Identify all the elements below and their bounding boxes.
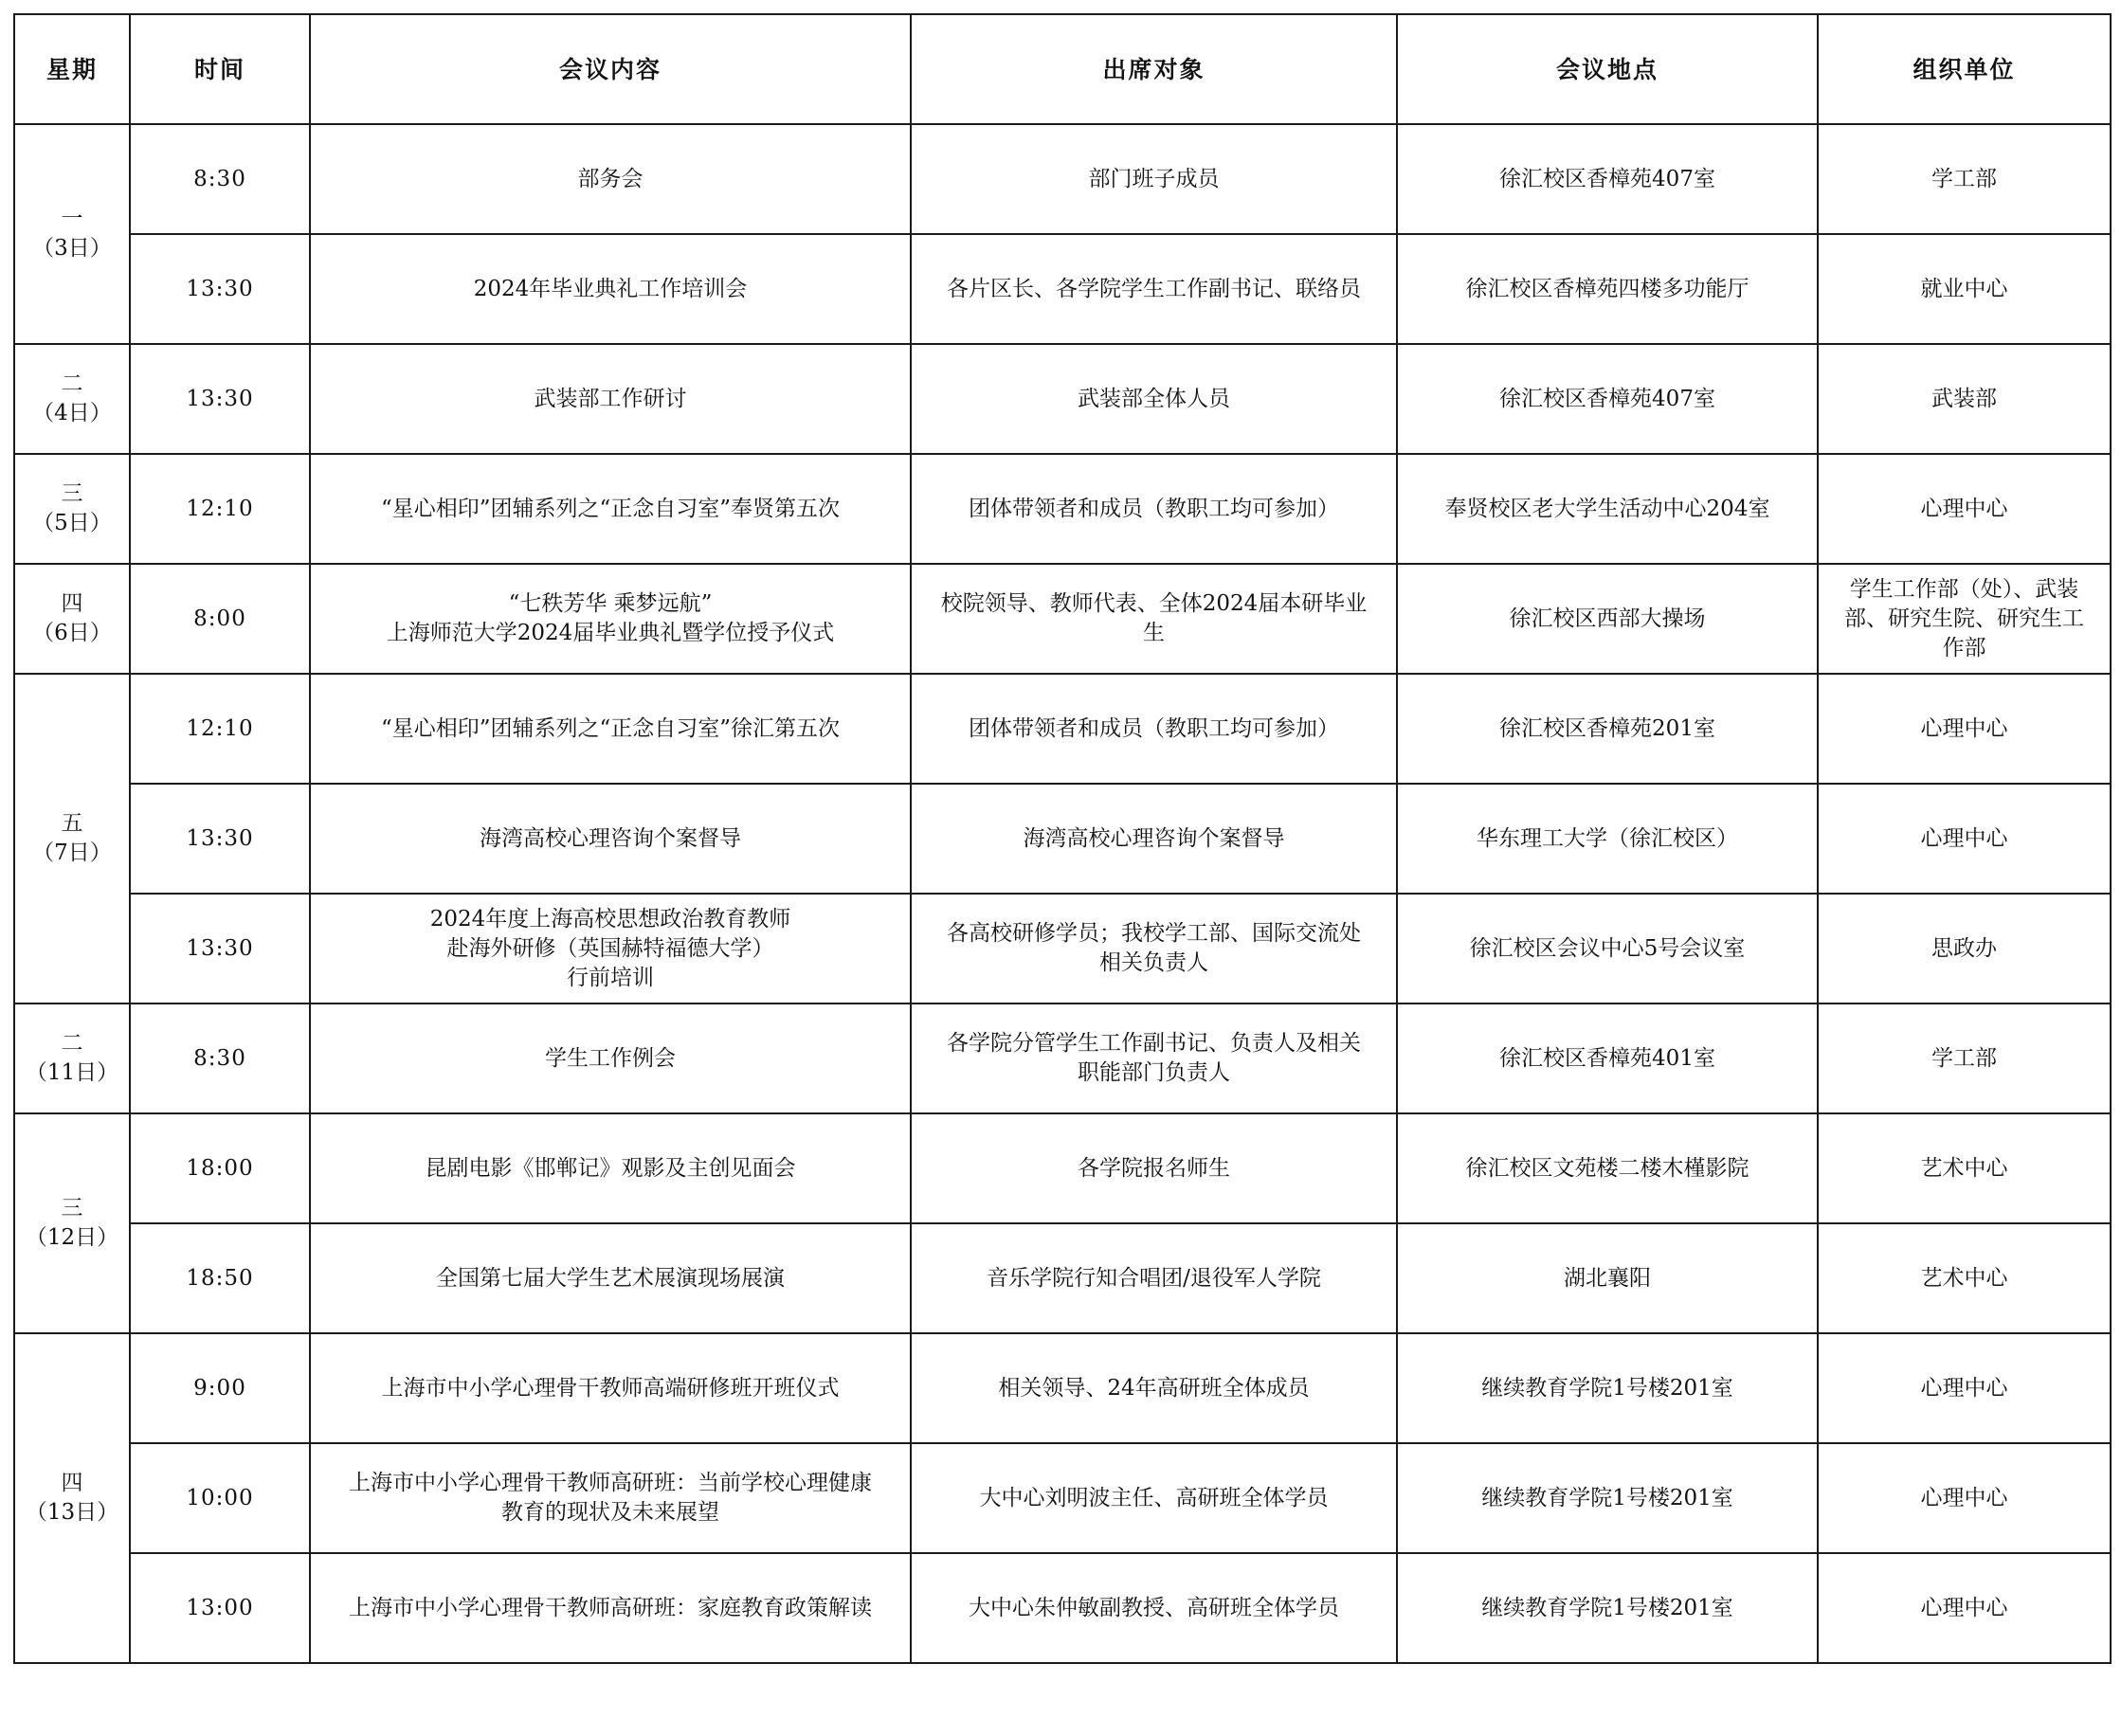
meeting-content-cell <box>310 1553 911 1663</box>
organizer-line: 就业中心 <box>1920 276 2008 301</box>
organizer-line: 部、研究生院、研究生工 <box>1844 606 2084 631</box>
organizer-line: 艺术中心 <box>1920 1155 2008 1181</box>
location-cell: 继续教育学院1号楼201室 <box>1397 1333 1818 1443</box>
location-cell: 湖北襄阳 <box>1397 1223 1818 1333</box>
location-cell: 徐汇校区香樟苑四楼多功能厅 <box>1397 234 1818 344</box>
header-time: 时间 <box>130 14 310 124</box>
header-location: 会议地点 <box>1397 14 1818 124</box>
meeting-content-cell <box>310 124 911 234</box>
location-cell: 徐汇校区会议中心5号会议室 <box>1397 894 1818 1004</box>
meeting-content-cell <box>310 1223 911 1333</box>
attendees-cell <box>911 344 1397 454</box>
attendees-cell <box>911 1553 1397 1663</box>
organizer-cell <box>1818 1333 2111 1443</box>
weekday-cell <box>14 344 130 454</box>
header-content: 会议内容 <box>310 14 911 124</box>
meeting-content-line: 上海市中小学心理骨干教师高研班：家庭教育政策解读 <box>349 1595 872 1620</box>
meeting-content-line: 上海市中小学心理骨干教师高端研修班开班仪式 <box>381 1375 840 1401</box>
organizer-cell <box>1818 784 2111 894</box>
location-cell: 徐汇校区香樟苑401室 <box>1397 1004 1818 1113</box>
table-row <box>14 344 2111 454</box>
organizer-line: 作部 <box>1942 635 1986 660</box>
weekday-date: （13日） <box>25 1500 119 1525</box>
header-attendees: 出席对象 <box>911 14 1397 124</box>
time-cell: 8:30 <box>130 1004 310 1113</box>
table-row <box>14 1223 2111 1333</box>
meeting-content-cell <box>310 1113 911 1223</box>
organizer-line: 学生工作部（处）、武装 <box>1849 576 2079 602</box>
table-row <box>14 674 2111 784</box>
meeting-content-cell <box>310 454 911 564</box>
location-cell: 徐汇校区文苑楼二楼木槿影院 <box>1397 1113 1818 1223</box>
weekday-label: 二 <box>61 371 83 396</box>
organizer-cell <box>1818 344 2111 454</box>
meeting-content-line: “七秩芳华 乘梦远航” <box>508 591 713 616</box>
attendees-line: 各学院分管学生工作副书记、负责人及相关 <box>947 1031 1361 1056</box>
attendees-line: 武装部全体人员 <box>1078 386 1230 411</box>
attendees-cell <box>911 674 1397 784</box>
weekday-cell <box>14 454 130 564</box>
attendees-line: 大中心刘明波主任、高研班全体学员 <box>979 1485 1329 1510</box>
table-row <box>14 1004 2111 1113</box>
table-row <box>14 894 2111 1004</box>
attendees-line: 校院领导、教师代表、全体2024届本研毕业 <box>940 591 1368 616</box>
attendees-line: 团体带领者和成员（教职工均可参加） <box>969 715 1339 741</box>
attendees-cell <box>911 784 1397 894</box>
organizer-line: 武装部 <box>1931 386 1997 411</box>
header-weekday: 星期 <box>14 14 130 124</box>
meeting-content-line: “星心相印”团辅系列之“正念自习室”徐汇第五次 <box>380 715 841 741</box>
meeting-content-cell <box>310 894 911 1004</box>
meeting-content-line: 2024年度上海高校思想政治教育教师 <box>429 906 791 931</box>
table-row <box>14 1443 2111 1553</box>
table-row <box>14 1113 2111 1223</box>
organizer-cell <box>1818 1223 2111 1333</box>
organizer-line: 心理中心 <box>1920 1595 2008 1620</box>
meeting-content-line: 部务会 <box>577 166 644 191</box>
weekday-label: 四 <box>61 591 83 616</box>
location-cell: 徐汇校区香樟苑201室 <box>1397 674 1818 784</box>
weekday-cell <box>14 674 130 1004</box>
meeting-content-line: 海湾高校心理咨询个案督导 <box>480 825 741 851</box>
meeting-content-cell <box>310 674 911 784</box>
attendees-line: 相关负责人 <box>1099 950 1208 975</box>
organizer-line: 心理中心 <box>1920 825 2008 851</box>
meeting-content-line: 全国第七届大学生艺术展演现场展演 <box>436 1265 785 1291</box>
time-cell: 13:30 <box>130 344 310 454</box>
weekday-label: 三 <box>61 481 83 506</box>
weekday-date: （11日） <box>25 1060 119 1085</box>
meeting-content-line: 行前培训 <box>567 965 654 990</box>
attendees-cell <box>911 1004 1397 1113</box>
meeting-content-cell <box>310 1333 911 1443</box>
attendees-line: 各片区长、各学院学生工作副书记、联络员 <box>947 276 1361 301</box>
weekday-label: 一 <box>61 207 83 231</box>
weekday-label: 五 <box>61 811 83 836</box>
time-cell: 13:30 <box>130 894 310 1004</box>
attendees-cell <box>911 564 1397 674</box>
schedule-body <box>14 124 2111 1663</box>
meeting-content-line: 赴海外研修（英国赫特福德大学） <box>446 935 774 961</box>
location-cell: 徐汇校区香樟苑407室 <box>1397 344 1818 454</box>
weekday-date: （5日） <box>32 511 112 535</box>
attendees-cell <box>911 894 1397 1004</box>
header-row <box>14 14 2111 124</box>
organizer-cell <box>1818 124 2111 234</box>
table-row <box>14 234 2111 344</box>
organizer-cell <box>1818 674 2111 784</box>
attendees-line: 团体带领者和成员（教职工均可参加） <box>969 496 1339 521</box>
meeting-content-line: 学生工作例会 <box>545 1045 676 1071</box>
meeting-schedule-table <box>13 13 2112 1664</box>
weekday-date: （7日） <box>32 841 112 865</box>
table-row <box>14 1553 2111 1663</box>
weekday-cell <box>14 124 130 344</box>
table-row <box>14 454 2111 564</box>
organizer-line: 学工部 <box>1931 166 1997 191</box>
location-cell: 徐汇校区西部大操场 <box>1397 564 1818 674</box>
organizer-cell <box>1818 564 2111 674</box>
attendees-line: 生 <box>1143 621 1165 645</box>
meeting-content-line: 上海市中小学心理骨干教师高研班：当前学校心理健康 <box>349 1471 872 1495</box>
organizer-cell <box>1818 894 2111 1004</box>
meeting-content-line: 2024年毕业典礼工作培训会 <box>473 276 748 301</box>
meeting-content-cell <box>310 1004 911 1113</box>
attendees-line: 职能部门负责人 <box>1078 1060 1230 1085</box>
organizer-line: 心理中心 <box>1920 496 2008 521</box>
meeting-content-cell <box>310 234 911 344</box>
weekday-date: （3日） <box>32 236 112 261</box>
time-cell: 8:30 <box>130 124 310 234</box>
location-cell: 华东理工大学（徐汇校区） <box>1397 784 1818 894</box>
attendees-line: 海湾高校心理咨询个案督导 <box>1023 825 1285 851</box>
organizer-cell <box>1818 1113 2111 1223</box>
attendees-line: 部门班子成员 <box>1088 166 1220 191</box>
time-cell: 8:00 <box>130 564 310 674</box>
weekday-date: （12日） <box>25 1225 119 1250</box>
time-cell: 10:00 <box>130 1443 310 1553</box>
attendees-line: 大中心朱仲敏副教授、高研班全体学员 <box>969 1595 1339 1620</box>
schedule-table-wrapper <box>13 13 2112 1664</box>
attendees-line: 相关领导、24年高研班全体成员 <box>998 1375 1310 1401</box>
time-cell: 13:00 <box>130 1553 310 1663</box>
organizer-line: 心理中心 <box>1920 1375 2008 1401</box>
attendees-cell <box>911 454 1397 564</box>
organizer-cell <box>1818 1004 2111 1113</box>
header-organizer: 组织单位 <box>1818 14 2111 124</box>
organizer-line: 思政办 <box>1931 935 1997 961</box>
weekday-date: （6日） <box>32 621 112 645</box>
attendees-line: 各学院报名师生 <box>1078 1155 1230 1181</box>
organizer-line: 心理中心 <box>1920 715 2008 741</box>
weekday-date: （4日） <box>32 401 112 425</box>
organizer-line: 心理中心 <box>1920 1485 2008 1510</box>
meeting-content-line: “星心相印”团辅系列之“正念自习室”奉贤第五次 <box>380 496 841 521</box>
weekday-cell <box>14 1333 130 1663</box>
meeting-content-line: 上海师范大学2024届毕业典礼暨学位授予仪式 <box>386 621 835 645</box>
time-cell: 13:30 <box>130 784 310 894</box>
attendees-cell <box>911 1333 1397 1443</box>
weekday-label: 三 <box>61 1196 83 1221</box>
attendees-cell <box>911 1113 1397 1223</box>
location-cell: 继续教育学院1号楼201室 <box>1397 1443 1818 1553</box>
time-cell: 13:30 <box>130 234 310 344</box>
attendees-cell <box>911 124 1397 234</box>
attendees-cell <box>911 1223 1397 1333</box>
weekday-cell <box>14 564 130 674</box>
organizer-cell <box>1818 1553 2111 1663</box>
meeting-content-line: 武装部工作研讨 <box>534 386 687 411</box>
table-row <box>14 564 2111 674</box>
meeting-content-cell <box>310 344 911 454</box>
attendees-line: 音乐学院行知合唱团/退役军人学院 <box>987 1265 1321 1291</box>
table-row <box>14 124 2111 234</box>
time-cell: 12:10 <box>130 674 310 784</box>
time-cell: 9:00 <box>130 1333 310 1443</box>
organizer-line: 艺术中心 <box>1920 1265 2008 1291</box>
organizer-cell <box>1818 234 2111 344</box>
meeting-content-line: 教育的现状及未来展望 <box>501 1500 719 1525</box>
weekday-cell <box>14 1004 130 1113</box>
location-cell: 奉贤校区老大学生活动中心204室 <box>1397 454 1818 564</box>
location-cell: 徐汇校区香樟苑407室 <box>1397 124 1818 234</box>
time-cell: 18:00 <box>130 1113 310 1223</box>
weekday-label: 四 <box>61 1471 83 1495</box>
organizer-line: 学工部 <box>1931 1045 1997 1071</box>
time-cell: 12:10 <box>130 454 310 564</box>
weekday-cell <box>14 1113 130 1333</box>
meeting-content-cell <box>310 1443 911 1553</box>
weekday-label: 二 <box>61 1031 83 1056</box>
attendees-cell <box>911 1443 1397 1553</box>
organizer-cell <box>1818 454 2111 564</box>
time-cell: 18:50 <box>130 1223 310 1333</box>
meeting-content-line: 昆剧电影《邯郸记》观影及主创见面会 <box>425 1155 796 1181</box>
meeting-content-cell <box>310 784 911 894</box>
table-row <box>14 784 2111 894</box>
attendees-cell <box>911 234 1397 344</box>
organizer-cell <box>1818 1443 2111 1553</box>
table-row <box>14 1333 2111 1443</box>
location-cell: 继续教育学院1号楼201室 <box>1397 1553 1818 1663</box>
meeting-content-cell <box>310 564 911 674</box>
attendees-line: 各高校研修学员；我校学工部、国际交流处 <box>947 921 1361 946</box>
